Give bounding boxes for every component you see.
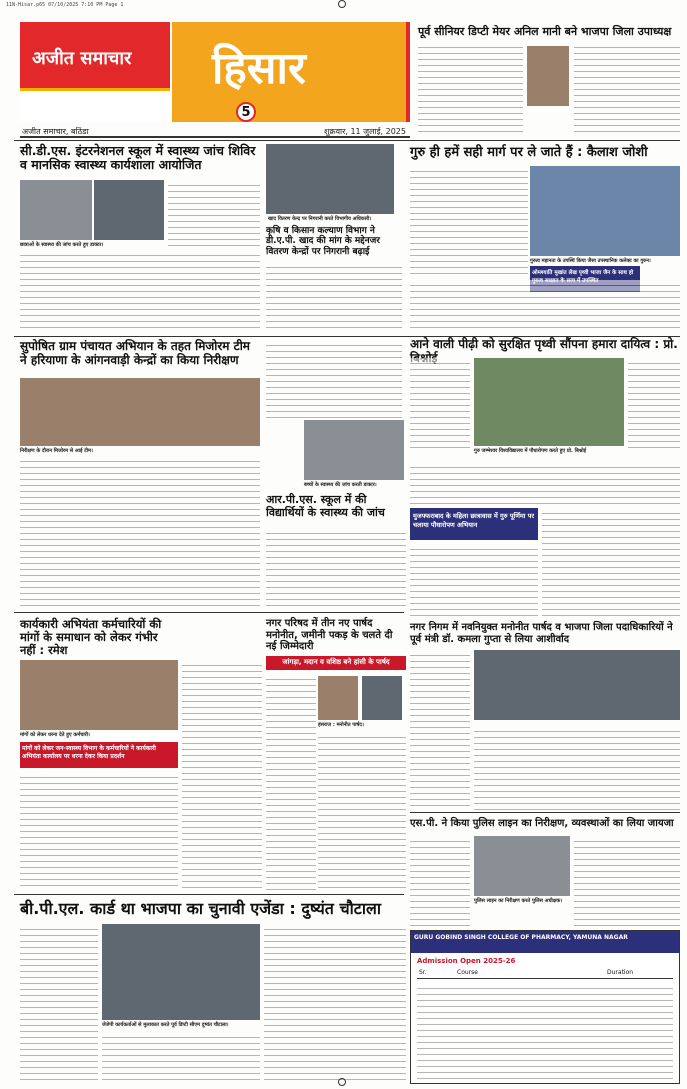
divider bbox=[14, 894, 404, 895]
story-1-photo bbox=[20, 180, 92, 240]
story-6-body bbox=[410, 358, 470, 448]
divider bbox=[14, 612, 404, 613]
masthead-brand-block bbox=[20, 22, 170, 122]
dateline bbox=[20, 124, 410, 138]
story-10-photo bbox=[474, 650, 680, 720]
ad-col-course: Course bbox=[457, 969, 478, 976]
divider bbox=[14, 140, 680, 141]
story-4-headline: गुरु ही हमें सही मार्ग पर ले जाते हैं : कैलाश जोशी bbox=[410, 145, 648, 160]
story-10-body-3 bbox=[410, 650, 470, 810]
story-4-kicker: ओमश्याति मुखांत लेख पृथ्वी भाजा जैन के साथ हो bbox=[530, 266, 640, 292]
story-2-body-2 bbox=[574, 42, 680, 132]
story-2-body bbox=[418, 42, 523, 132]
story-9-body-2 bbox=[318, 732, 406, 890]
story-12-body bbox=[20, 924, 98, 1084]
story-8-body-2 bbox=[182, 660, 262, 890]
divider bbox=[410, 812, 680, 813]
ad-table-body bbox=[417, 983, 673, 1079]
story-9-banner: जांगड़ा, मदान व वशिष्ठ बने हांसी के पार्षद bbox=[266, 656, 406, 670]
story-2-headline: पूर्व सीनियर डिप्टी मेयर अनिल मानी बने भाजपा जिला उपाध्यक्ष bbox=[418, 25, 672, 38]
story-9-photo-2 bbox=[362, 676, 402, 720]
story-8-headline: कार्यकारी अभियंता कर्मचारियों की मांगों के समाधान को लेकर गंभीर नहीं : रमेश bbox=[20, 617, 162, 658]
story-9-body bbox=[266, 674, 316, 890]
story-10-body-2 bbox=[410, 544, 538, 618]
story-4-caption: गुरुत्व महानता के उपस्थि किया जैसा उपस्थानिक कलेक्ट का गुरुन। bbox=[530, 258, 651, 264]
story-2-photo bbox=[527, 46, 569, 106]
story-4-photo bbox=[530, 166, 680, 256]
story-12-photo bbox=[102, 924, 260, 1020]
story-12-caption: जेजेपी कार्यकर्ताओं से मुलाकात करते पूर्व डिप्टी सीएम दुष्यंत चौटाला। bbox=[102, 1022, 229, 1028]
story-1-headline: सी.डी.एस. इंटरनेशनल स्कूल में स्वास्थ्य जांच शिविर व मानसिक स्वास्थ्य कार्यशाला आयोजित bbox=[20, 143, 256, 173]
ad-subtitle: Admission Open 2025-26 bbox=[417, 957, 516, 965]
college-advertisement bbox=[410, 930, 680, 1084]
story-3-headline: कृषि व किसान कल्याण विभाग ने डी.ए.पी. खाद की मांग के मद्देनजर वितरण केन्द्रों पर निगरानी बढ़ाई bbox=[266, 226, 380, 257]
story-6-caption: गुरु जम्भेश्वर विश्वविद्यालय में पौधारोपण करते हुए प्रो. बिश्नोई bbox=[474, 448, 587, 454]
story-12-body-3 bbox=[264, 924, 406, 1084]
story-3-photo bbox=[266, 144, 394, 214]
story-9-caption-mid: हंसराज : मनोनीत पार्षद। bbox=[318, 722, 364, 728]
story-4-body-2 bbox=[410, 280, 680, 332]
story-12-body-2 bbox=[102, 1032, 260, 1084]
page-number: 5 bbox=[236, 102, 256, 122]
story-6-headline: आने वाली पीढ़ी को सुरक्षित पृथ्वी सौंपना हमारा दायित्व : प्रो. bbox=[410, 337, 678, 351]
story-1-photo-2 bbox=[94, 180, 164, 240]
story-5-body-2 bbox=[266, 340, 402, 420]
story-7-photo bbox=[304, 420, 404, 480]
story-7-caption: बच्चों के स्वास्थ्य की जांच करती डाक्टर। bbox=[304, 482, 377, 488]
story-1-body-2 bbox=[168, 180, 260, 250]
story-11-caption: पुलिस लाइन का निरीक्षण करते पुलिस अधीक्षक। bbox=[474, 898, 563, 904]
story-5-body bbox=[20, 456, 260, 606]
story-3-body bbox=[266, 262, 402, 330]
story-12-headline: बी.पी.एल. कार्ड था भाजपा का चुनावी एजेंडा : दुष्यंत चौटाला bbox=[20, 899, 381, 918]
story-11-headline: एस.पी. ने किया पुलिस लाइन का निरीक्षण, व्यवस्थाओं का लिया जायजा bbox=[410, 818, 674, 829]
city-name: हिसार bbox=[212, 43, 306, 94]
story-8-photo bbox=[20, 660, 178, 730]
story-11-photo bbox=[474, 836, 570, 896]
story-8-body bbox=[20, 772, 178, 890]
brand-bar bbox=[20, 88, 170, 122]
story-11-body bbox=[410, 836, 470, 926]
story-5-headline: सुपोषित ग्राम पंचायत अभियान के तहत मिजोरम टीम ने हरियाणा के आंगनवाड़ी केन्द्रों का किया निरीक्षण bbox=[20, 339, 250, 367]
edition-label: अजीत समाचार, बठिंडा bbox=[22, 127, 89, 136]
story-6-body-2 bbox=[628, 358, 680, 448]
story-3-caption: खाद वितरण केन्द्र पर निगरानी करते विभागीय अधिकारी। bbox=[268, 216, 372, 222]
story-10-body bbox=[542, 508, 680, 618]
story-8-kicker: मांगों को लेकर जन-स्वास्थ्य विभाग के कर्मचारियों ने कार्यकारी अभियंता कार्यालय पर धरना देकर किया प्रदर्शन bbox=[20, 742, 178, 768]
registration-mark-icon bbox=[338, 0, 346, 8]
story-8-caption: मांगों को लेकर धरना देते हुए कर्मचारी। bbox=[20, 732, 90, 738]
print-slug: 11N-Hisar.p65 07/10/2025 7:10 PM Page 1 bbox=[6, 2, 124, 8]
ad-table-header bbox=[417, 969, 673, 979]
story-10-headline: नगर निगम में नवनियुक्त मनोनीत पार्षद व भाजपा जिला पदाधिकारियों ने पूर्व मंत्री डॉ. कमला गुप्ता से लिया आशीर्वाद bbox=[410, 622, 673, 645]
story-11-body-2 bbox=[574, 836, 680, 926]
story-9-photo bbox=[318, 676, 358, 720]
story-7-headline: आर.पी.एस. स्कूल में की विद्यार्थियों के स्वास्थ्य की जांच bbox=[266, 493, 385, 519]
registration-mark-icon bbox=[338, 1078, 346, 1086]
story-6-body-3 bbox=[410, 462, 680, 504]
story-1-caption: छात्राओं के स्वास्थ्य की जांच करते हुए डाक्टर। bbox=[20, 242, 104, 248]
brand-name: अजीत समाचार bbox=[32, 48, 132, 69]
story-1-body bbox=[20, 250, 260, 330]
story-7-body bbox=[266, 528, 406, 608]
story-6-photo bbox=[474, 358, 624, 446]
story-5-caption: निरीक्षण के दौरान मिजोरम से आई टीम। bbox=[20, 448, 93, 454]
ad-col-duration: Duration bbox=[607, 969, 634, 976]
masthead-city-block bbox=[172, 22, 410, 122]
story-10-kicker: मुजफ्फराबाद के महिला छात्रावास में गुरु पूर्णिमा पर चलाया पौधारोपण अभियान bbox=[410, 508, 538, 540]
story-4-body bbox=[410, 166, 528, 276]
story-10-body-4 bbox=[474, 726, 680, 810]
ad-col-sr: Sr. bbox=[419, 969, 427, 976]
ad-title: GURU GOBIND SINGH COLLEGE OF PHARMACY, YAMUNA NAGAR bbox=[411, 931, 679, 953]
story-9-headline: नगर परिषद में तीन नए पार्षद मनोनीत, जमीनी पकड़ के चलते दी नई जिम्मेदारी bbox=[266, 618, 393, 652]
date-label: शुक्रवार, 11 जुलाई, 2025 bbox=[324, 127, 406, 136]
story-5-photo bbox=[20, 378, 260, 446]
